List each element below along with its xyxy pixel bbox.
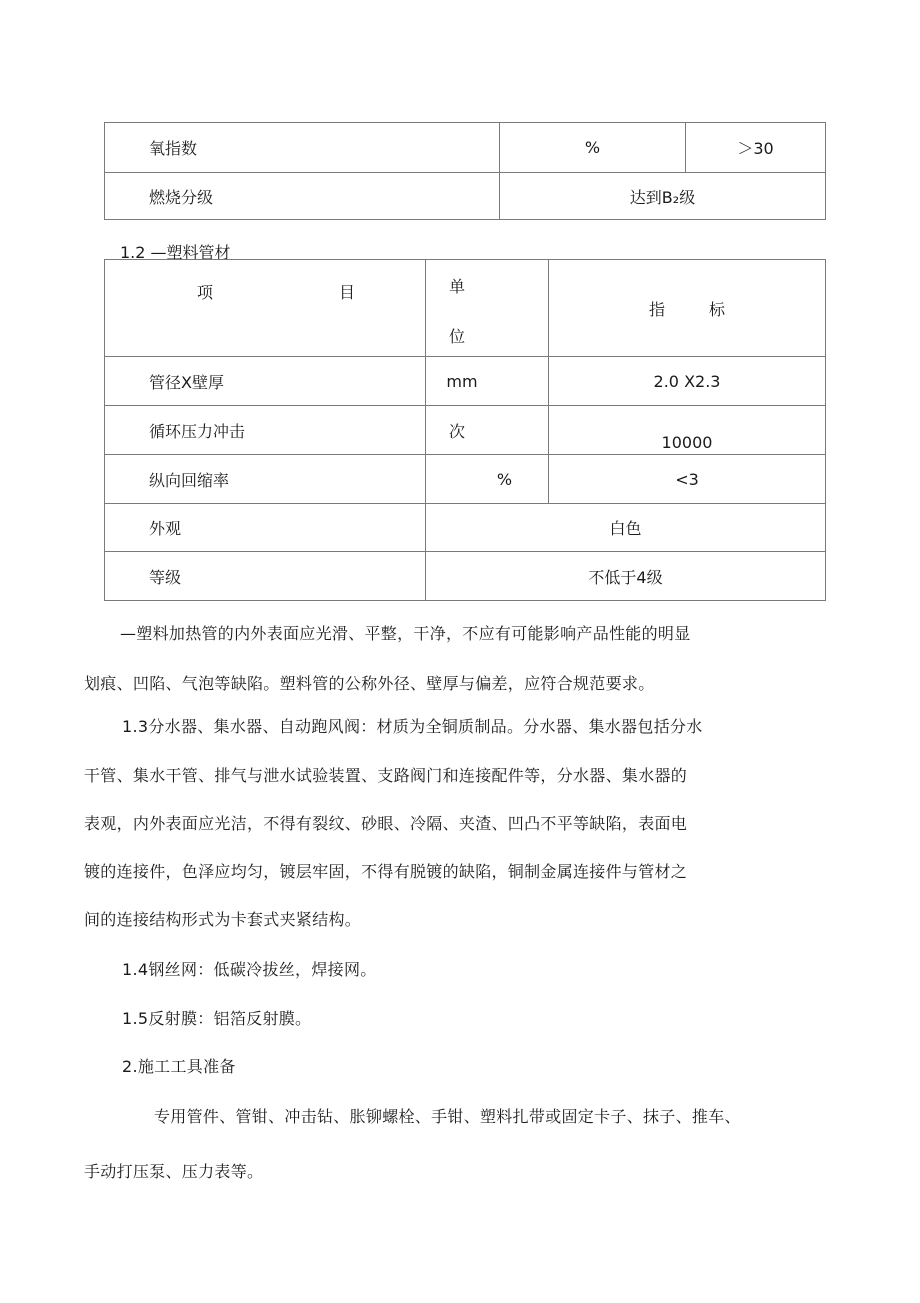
table-cell-unit: 次 (426, 406, 549, 455)
header-unit-top: 单 (448, 277, 465, 296)
header-index-right: 标 (708, 299, 725, 319)
header-item (105, 260, 426, 357)
paragraph-line: 1.4钢丝网：低碳冷拔丝，焊接网。 (122, 960, 377, 979)
section-heading-1-2: 1.2 —塑料管材 (120, 243, 231, 262)
table-cell-value: ＞30 (686, 123, 826, 173)
table-cell-value: 10000 (549, 406, 826, 455)
header-item-left: 项 (197, 283, 214, 302)
paragraph-line: 专用管件、管钳、冲击钻、胀铆螺栓、手钳、塑料扎带或固定卡子、抹子、推车、 (154, 1107, 741, 1126)
table-cell-item: 管径X壁厚 (105, 357, 426, 406)
paragraph-line: 干管、集水干管、排气与泄水试验装置、支路阀门和连接配件等，分水器、集水器的 (84, 766, 688, 785)
table-row (105, 123, 826, 173)
header-index (549, 260, 826, 357)
table-cell-item: 等级 (105, 552, 426, 601)
table-cell-item: 氧指数 (105, 123, 500, 173)
table-cell-value: 2.0 X2.3 (549, 357, 826, 406)
table-cell-unit: % (500, 123, 686, 173)
table-header-row (105, 260, 826, 357)
header-item-right: 目 (338, 283, 355, 302)
table-cell-value: 不低于4级 (426, 552, 826, 601)
material-table-1 (104, 122, 826, 220)
table-row (105, 455, 826, 504)
table-row (105, 357, 826, 406)
header-index-left: 指 (649, 299, 666, 319)
header-unit-bottom: 位 (448, 327, 465, 346)
section-heading-2: 2.施工工具准备 (122, 1057, 236, 1076)
paragraph-line: 镀的连接件，色泽应均匀，镀层牢固，不得有脱镀的缺陷，铜制金属连接件与管材之 (84, 862, 688, 881)
table-cell-item: 循环压力冲击 (105, 406, 426, 455)
header-unit (426, 260, 549, 357)
paragraph-line: 手动打压泵、压力表等。 (84, 1162, 264, 1181)
table-cell-item: 外观 (105, 504, 426, 552)
paragraph-line: 1.5反射膜：铝箔反射膜。 (122, 1009, 312, 1028)
paragraph-line: —塑料加热管的内外表面应光滑、平整，干净，不应有可能影响产品性能的明显 (120, 624, 691, 643)
table-cell-unit: mm (426, 357, 549, 406)
table-row (105, 173, 826, 220)
table-row (105, 552, 826, 601)
paragraph-line: 划痕、凹陷、气泡等缺陷。塑料管的公称外径、壁厚与偏差，应符合规范要求。 (84, 674, 655, 693)
table-cell-value: 达到B₂级 (500, 173, 826, 220)
table-cell-item: 纵向回缩率 (105, 455, 426, 504)
table-cell-value: <3 (549, 455, 826, 504)
table-row (105, 504, 826, 552)
table-cell-unit: % (426, 455, 549, 504)
table-cell-item: 燃烧分级 (105, 173, 500, 220)
paragraph-line: 间的连接结构形式为卡套式夹紧结构。 (84, 910, 362, 929)
plastic-pipe-table (104, 259, 826, 601)
paragraph-line: 1.3分水器、集水器、自动跑风阀：材质为全铜质制品。分水器、集水器包括分水 (122, 717, 703, 736)
table-row (105, 406, 826, 455)
paragraph-line: 表观，内外表面应光洁，不得有裂纹、砂眼、冷隔、夹渣、凹凸不平等缺陷，表面电 (84, 814, 688, 833)
table-cell-value: 白色 (426, 504, 826, 552)
